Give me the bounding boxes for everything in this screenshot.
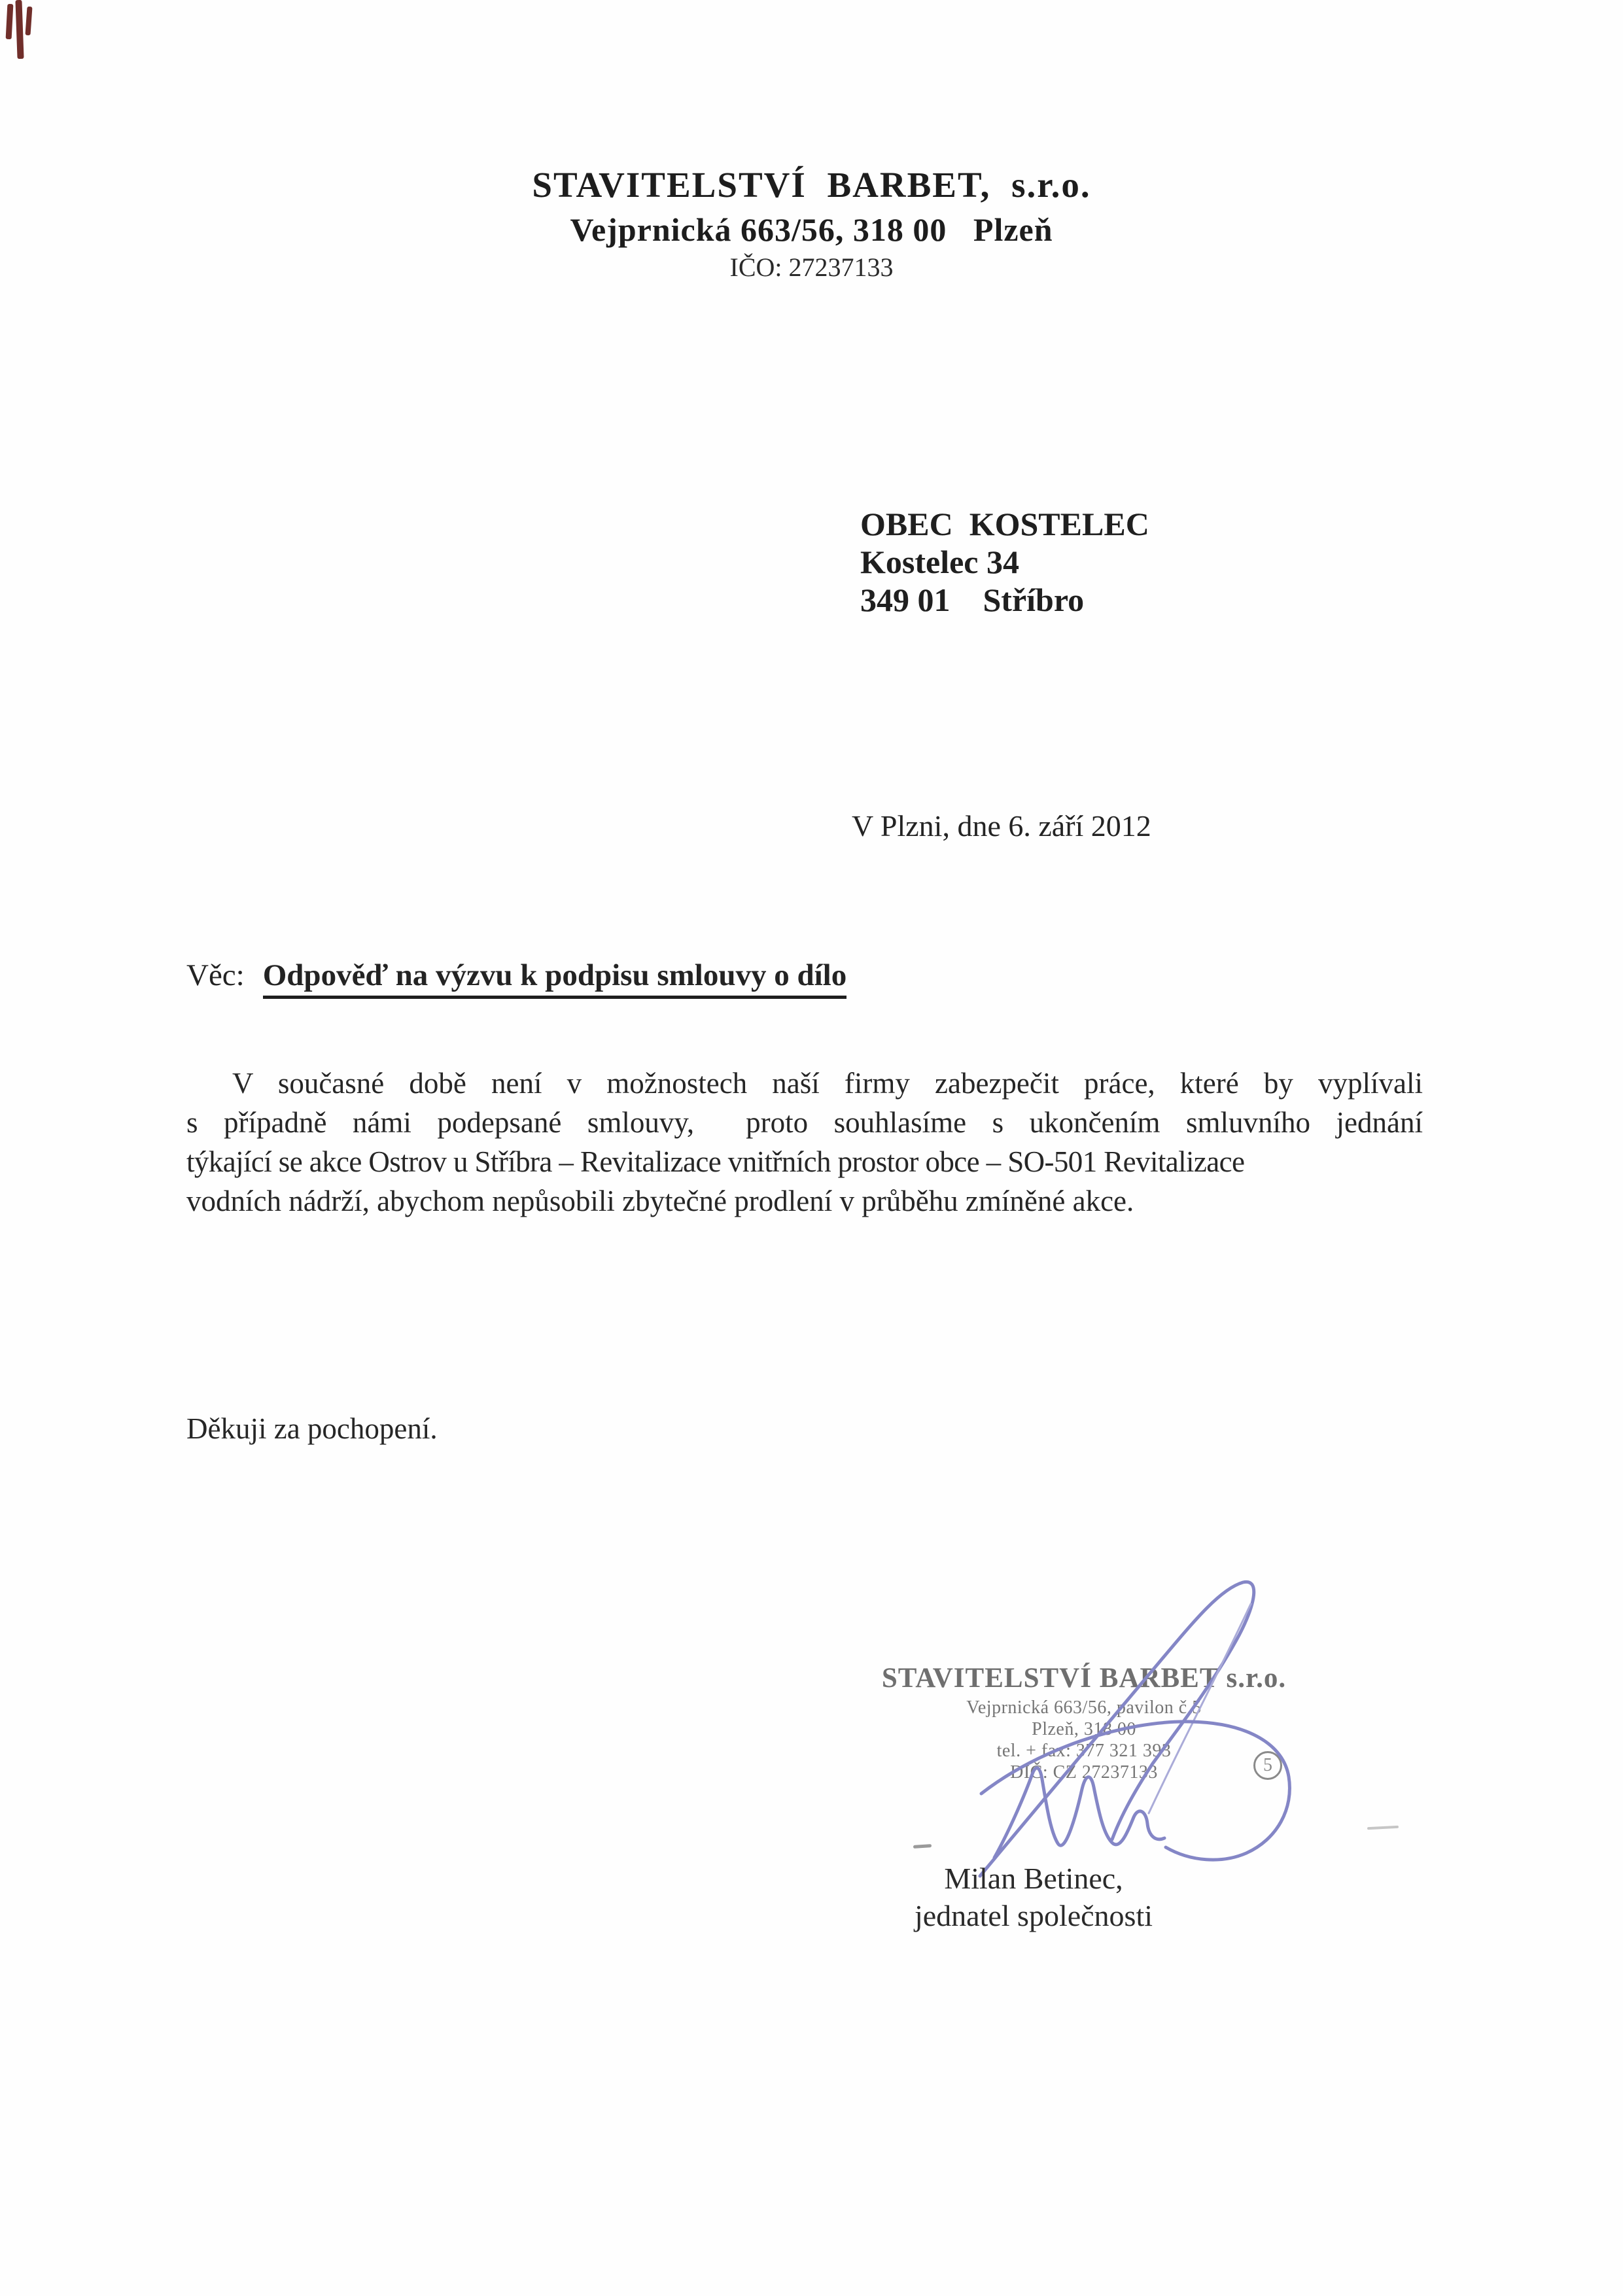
recipient-city: 349 01 Stříbro — [860, 582, 1085, 618]
recipient-street: Kostelec 34 — [860, 544, 1019, 580]
paragraph-line: týkající se akce Ostrov u Stříbra – Revitalizace vnitřních prostor obce – SO-501 Revitalizace — [186, 1145, 1245, 1178]
recipient-name: OBEC KOSTELEC — [860, 506, 1149, 542]
company-stamp — [855, 1660, 1313, 1783]
scan-artifact-mark — [25, 7, 32, 35]
letterhead — [0, 162, 1623, 284]
subject-text: Odpověď na výzvu k podpisu smlouvy o dílo — [263, 958, 847, 999]
paragraph-line: V současné době není v možnostech naší firmy zabezpečit práce, které by vyplívali — [232, 1067, 1423, 1100]
date-line: V Plzni, dne 6. září 2012 — [852, 809, 1151, 843]
circled-number-badge: 5 — [1253, 1751, 1282, 1780]
signer-name: Milan Betinec, — [944, 1862, 1123, 1895]
stamp-company-name: STAVITELSTVÍ BARBET s.r.o. — [881, 1663, 1287, 1694]
signer-block — [837, 1860, 1230, 1934]
body-paragraph — [186, 1064, 1423, 1221]
scan-artifact-dash — [913, 1844, 932, 1849]
closing-line: Děkuji za pochopení. — [186, 1412, 438, 1445]
stamp-address-1: Vejprnická 663/56, pavilon č.5 — [966, 1697, 1202, 1718]
letterhead-address: Vejprnická 663/56, 318 00 Plzeň — [570, 211, 1053, 248]
scan-artifact-mark — [6, 4, 14, 39]
subject-label: Věc: — [186, 958, 245, 992]
recipient-block — [860, 505, 1149, 619]
stamp-address-2: Plzeň, 318 00 — [1032, 1719, 1136, 1739]
stamp-phone: tel. + fax: 377 321 393 — [996, 1741, 1172, 1761]
scan-artifact-dash — [1367, 1826, 1399, 1830]
letterhead-company-name: STAVITELSTVÍ BARBET, s.r.o. — [532, 165, 1091, 205]
paragraph-line: vodních nádrží, abychom nepůsobili zbytečné prodlení v průběhu zmíněné akce. — [186, 1185, 1134, 1217]
paragraph-line: s případně námi podepsané smlouvy, proto souhlasíme s ukončením smluvního jednání — [186, 1106, 1423, 1139]
stamp-vat: DIČ: CZ 27237133 — [1010, 1762, 1158, 1783]
signer-title: jednatel společnosti — [914, 1899, 1153, 1932]
subject-line — [186, 958, 846, 993]
letterhead-ico: IČO: 27237133 — [729, 252, 894, 282]
scan-artifact-mark — [15, 0, 24, 59]
